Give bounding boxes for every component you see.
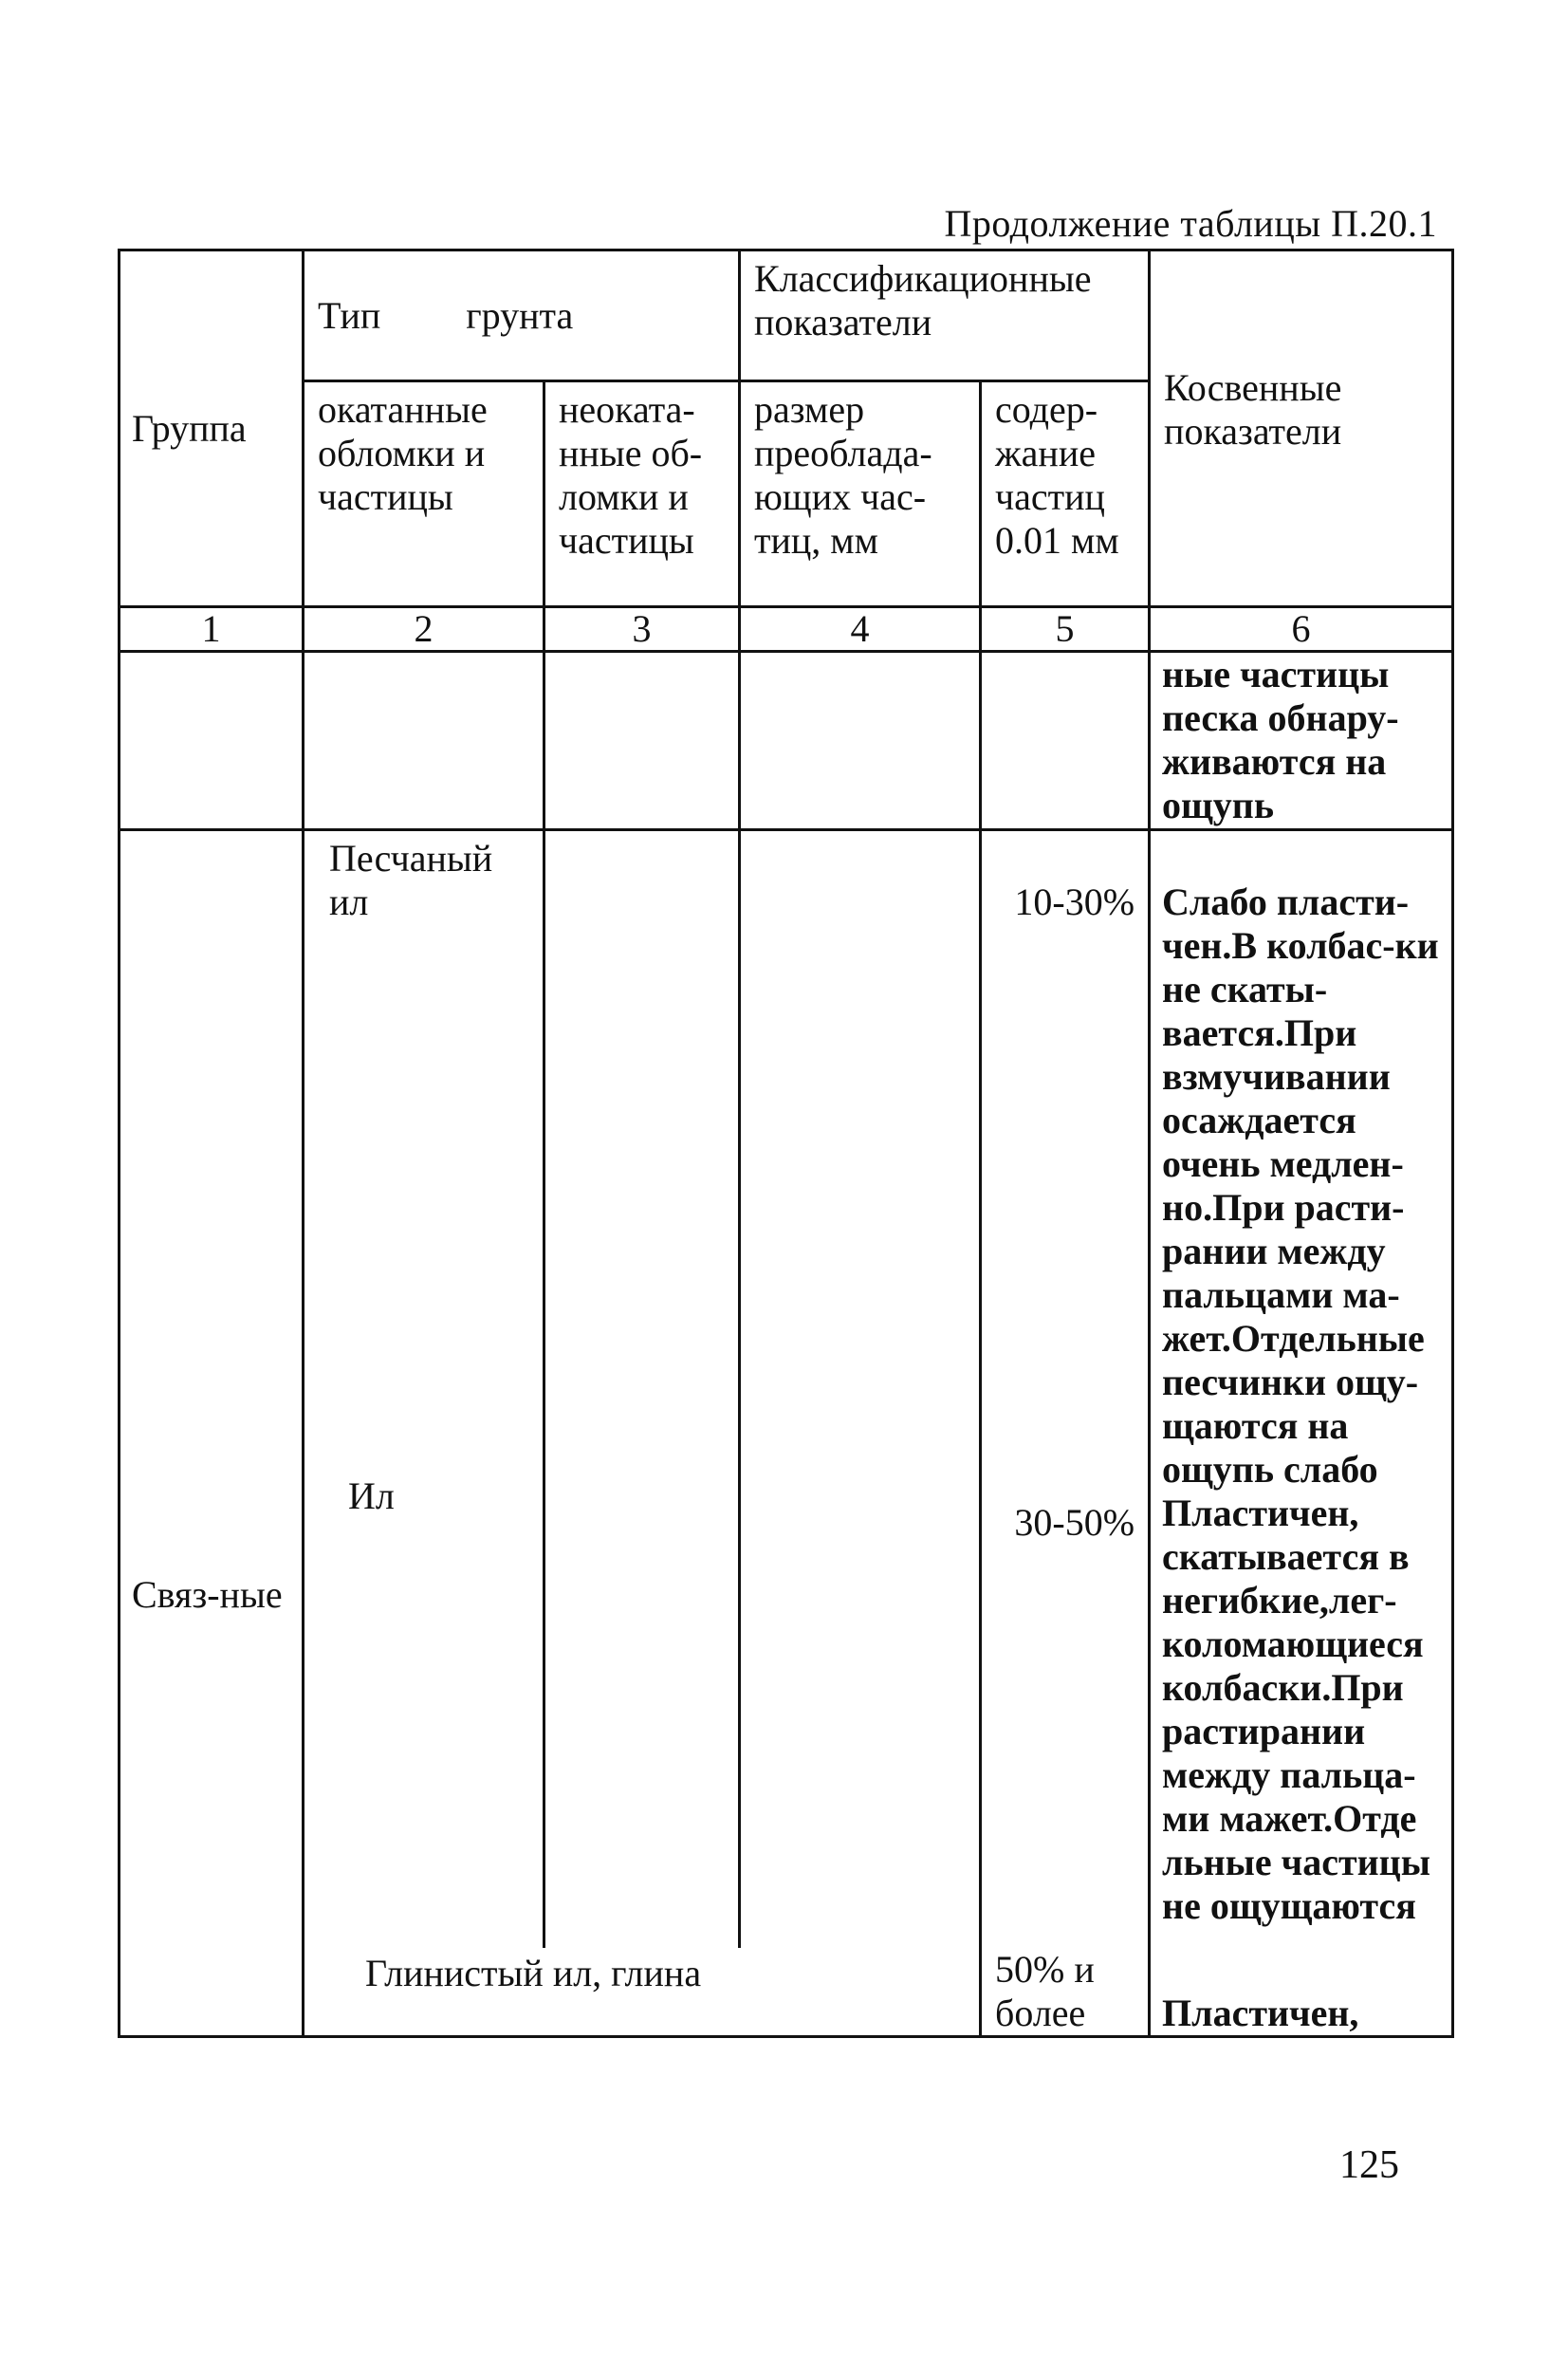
- header-unrounded-label: неоката-нные об-ломки и частицы: [559, 388, 703, 562]
- column-number: 3: [544, 607, 740, 652]
- header-content: [981, 381, 1150, 607]
- header-size: [740, 381, 981, 607]
- header-indirect: [1150, 250, 1453, 607]
- header-content-label: содер-жание частиц 0.01 мм: [995, 388, 1119, 562]
- content-clay: 50% и более: [995, 1947, 1095, 2034]
- content-clay-cell: [981, 1948, 1150, 2037]
- description-cell: [1150, 830, 1453, 1948]
- column-number: 1: [120, 607, 304, 652]
- page-number: 125: [1339, 2143, 1399, 2187]
- soil-type-cell: [304, 830, 544, 1948]
- header-unrounded: [544, 381, 740, 607]
- continuation-cell: [740, 652, 981, 830]
- content-silt: 30-50%: [1014, 1501, 1135, 1544]
- header-rounded-label: окатанные обломки и частицы: [318, 388, 488, 518]
- table-caption: Продолжение таблицы П.20.1: [944, 202, 1437, 245]
- description-clay-cell: [1150, 1948, 1453, 2037]
- description-silt: Пластичен, скатывается в негибкие,лег-коломающиеся колбаски.При растирании между пальца-ми мажет.Отде льные частицы не ощущаются: [1162, 1492, 1430, 1927]
- header-soil-type-label: Тип грунта: [318, 293, 574, 337]
- column-number: 2: [304, 607, 544, 652]
- header-group: [120, 250, 304, 607]
- type-silt: Ил: [348, 1474, 395, 1517]
- description-clay: Пластичен,: [1162, 1992, 1359, 2034]
- clay-type-cell: [304, 1948, 981, 2037]
- column-number: 6: [1150, 607, 1453, 652]
- header-classification: [740, 250, 1150, 381]
- group-name: Связ-ные: [132, 1572, 283, 1616]
- soil-classification-table: [118, 249, 1454, 2038]
- header-group-label: Группа: [132, 406, 247, 450]
- continuation-text: ные частицы песка обнару-живаются на ощупь: [1162, 653, 1399, 826]
- column-number: 5: [981, 607, 1150, 652]
- content-cell: [981, 830, 1150, 1948]
- description-sandy-silt: Слабо пласти-чен.В колбас-ки не скаты-вается.При взмучивании осаждается очень медлен-но.При расти-рании между пальцами ма-жет.Отдельные песчинки ощу-щаются на ощупь слабо: [1162, 880, 1439, 1491]
- continuation-cell: [981, 652, 1150, 830]
- continuation-description: [1150, 652, 1453, 830]
- content-sandy-silt: 10-30%: [1014, 880, 1135, 923]
- header-soil-type: [304, 250, 740, 381]
- continuation-cell: [120, 652, 304, 830]
- header-size-label: размер преоблада-ющих час-тиц, мм: [754, 388, 932, 562]
- header-indirect-label: Косвенные показатели: [1164, 365, 1342, 453]
- continuation-cell: [304, 652, 544, 830]
- type-sandy-silt: Песчаный ил: [329, 837, 493, 923]
- header-classification-label: Классификационные показатели: [754, 257, 1092, 343]
- type-clay: Глинистый ил, глина: [365, 1951, 702, 1994]
- column-number: 4: [740, 607, 981, 652]
- unrounded-cell: [544, 830, 740, 1948]
- size-cell: [740, 830, 981, 1948]
- header-rounded: [304, 381, 544, 607]
- continuation-cell: [544, 652, 740, 830]
- group-cell: [120, 830, 304, 2037]
